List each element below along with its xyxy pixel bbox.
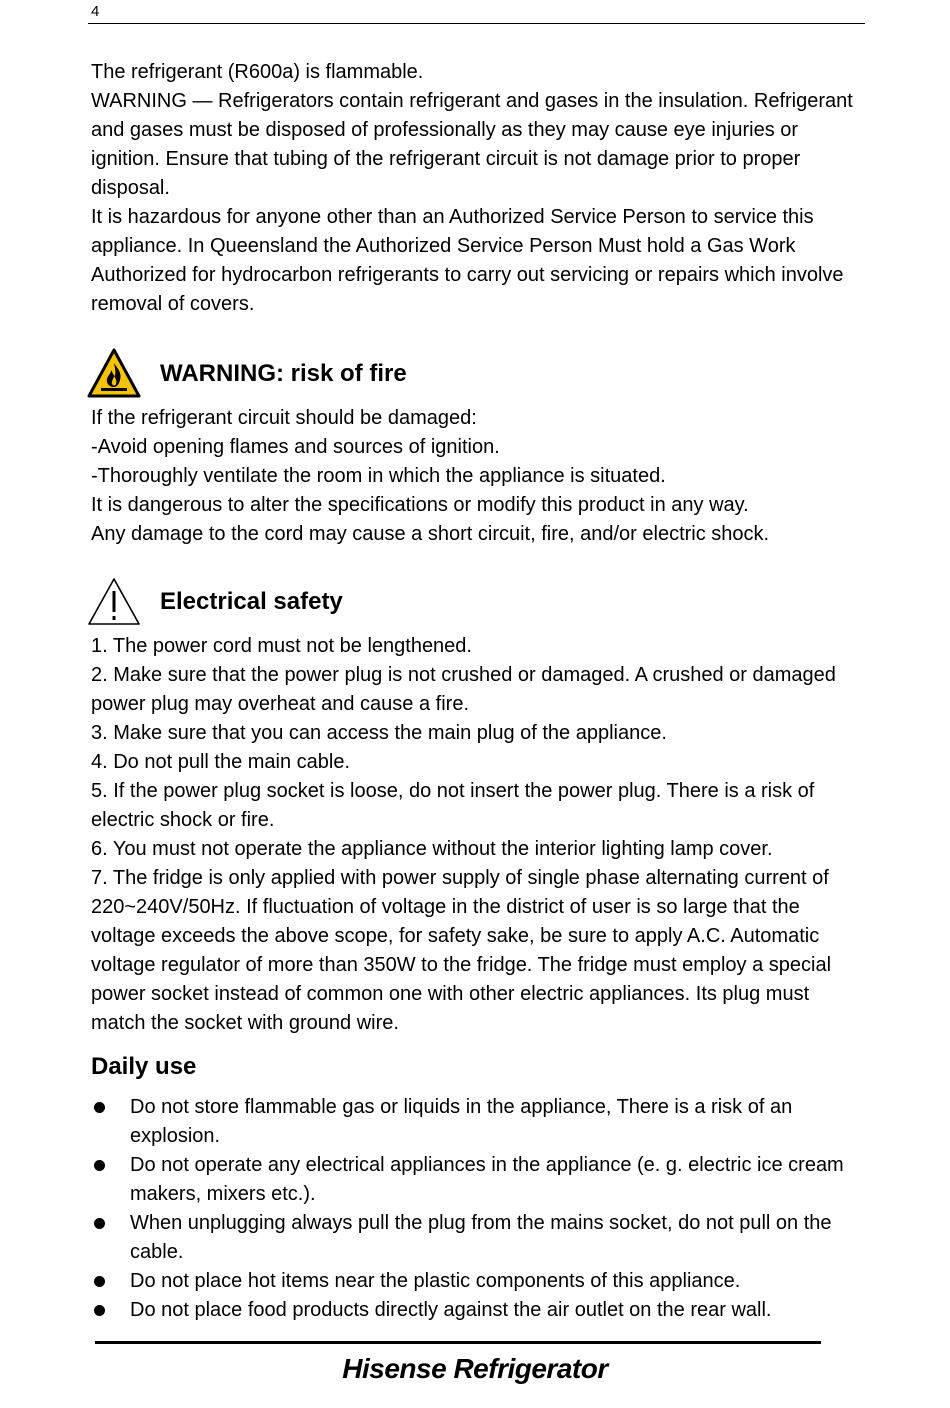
list-item-text: Do not store flammable gas or liquids in the appliance, There is a risk of an explosion. [130,1096,793,1147]
electrical-safety-item: 3. Make sure that you can access the main plug of the appliance. [91,722,667,744]
footer-divider [95,1341,821,1344]
exclamation-warning-icon [86,574,142,630]
list-item [91,1267,866,1296]
electrical-safety-item: 1. The power cord must not be lengthened. [91,635,472,657]
electrical-safety-item: 2. Make sure that the power plug is not crushed or damaged. A crushed or damaged power plug may overheat and cause a fire. [91,664,836,715]
header-divider [88,23,865,24]
electrical-safety-section [91,572,866,1038]
fire-warning-section [91,344,866,549]
fire-warning-line: Any damage to the cord may cause a short circuit, fire, and/or electric shock. [91,523,770,545]
list-item [91,1209,866,1267]
bullet-icon [94,1276,105,1287]
electrical-safety-heading [91,572,866,632]
daily-use-section [91,1052,866,1325]
daily-use-list [91,1093,866,1325]
electrical-safety-item: 6. You must not operate the appliance without the interior lighting lamp cover. [91,838,773,860]
page-number: 4 [91,3,100,20]
fire-warning-line: It is dangerous to alter the specifications or modify this product in any way. [91,494,749,516]
electrical-safety-item: 4. Do not pull the main cable. [91,751,351,773]
list-item-text: Do not place food products directly against the air outlet on the rear wall. [130,1299,772,1321]
daily-use-title: Daily use [91,1053,197,1080]
intro-paragraph: The refrigerant (R600a) is flammable. [91,61,424,83]
bullet-icon [94,1160,105,1171]
page-content [91,58,866,1325]
list-item-text: When unplugging always pull the plug from the mains socket, do not pull on the cable. [130,1212,832,1263]
bullet-icon [94,1305,105,1316]
fire-warning-line: -Avoid opening flames and sources of ignition. [91,436,500,458]
list-item-text: Do not place hot items near the plastic components of this appliance. [130,1270,741,1292]
electrical-safety-item: 7. The fridge is only applied with power supply of single phase alternating current of 220~240V/50Hz. If fluctuation of voltage in the district of user is so large that the voltage exceeds the above scope, for safety sake, be sure to apply A.C. Automatic voltage regulator of more than 350W to the fridge. The fridge must employ a special power socket instead of common one with other electric appliances. Its plug must match the socket with ground wire. [91,867,832,1034]
intro-paragraph: It is hazardous for anyone other than an Authorized Service Person to service this appliance. In Queensland the Authorized Service Person Must hold a Gas Work Authorized for hydrocarbon refrigerants to carry out servicing or repairs which involve removal of covers. [91,206,844,315]
fire-warning-line: If the refrigerant circuit should be damaged: [91,407,477,429]
intro-paragraph: WARNING — Refrigerators contain refrigerant and gases in the insulation. Refrigerant and gases must be disposed of professionally as they may cause eye injuries or ignition. Ensure that tubing of the refrigerant circuit is not damage prior to proper disposal. [91,90,853,199]
fire-warning-title: WARNING: risk of fire [160,360,407,387]
electrical-safety-title: Electrical safety [160,588,343,615]
list-item [91,1151,866,1209]
fire-warning-heading [91,344,866,404]
list-item [91,1093,866,1151]
brand-logo: Hisense Refrigerator [342,1353,608,1384]
fire-warning-icon [86,346,142,402]
fire-warning-line: -Thoroughly ventilate the room in which the appliance is situated. [91,465,666,487]
bullet-icon [94,1218,105,1229]
list-item-text: Do not operate any electrical appliances in the appliance (e. g. electric ice cream makers, mixers etc.). [130,1154,844,1205]
bullet-icon [94,1102,105,1113]
electrical-safety-item: 5. If the power plug socket is loose, do not insert the power plug. There is a risk of electric shock or fire. [91,780,815,831]
intro-section [91,58,866,319]
list-item [91,1296,866,1325]
